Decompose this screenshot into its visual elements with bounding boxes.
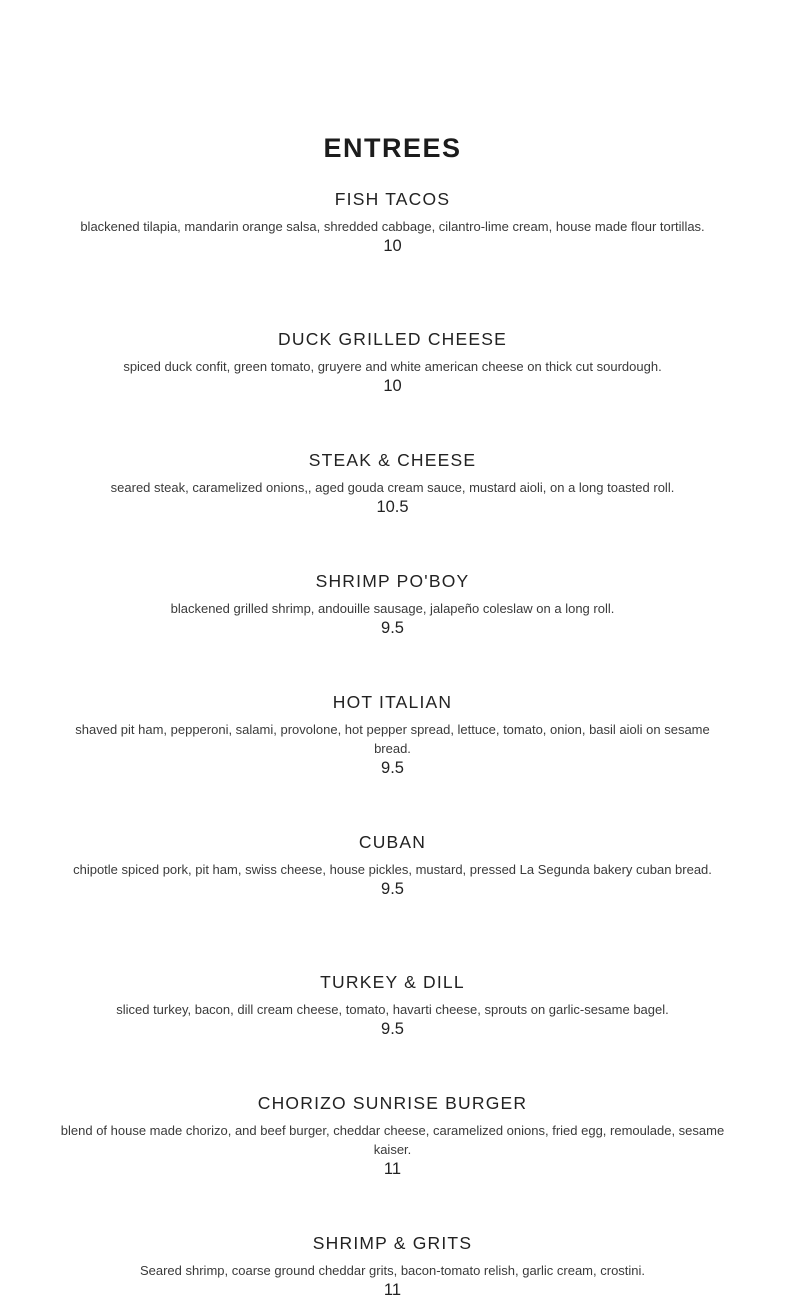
- item-description: seared steak, caramelized onions,, aged gouda cream sauce, mustard aioli, on a long toasted roll.: [110, 480, 675, 495]
- item-price: 10: [383, 237, 402, 255]
- item-name: SHRIMP PO'BOY: [315, 571, 470, 591]
- item-name: CUBAN: [358, 832, 427, 852]
- item-price: 11: [383, 1281, 402, 1299]
- item-description: spiced duck confit, green tomato, gruyere and white american cheese on thick cut sourdough.: [123, 359, 662, 374]
- item-description: shaved pit ham, pepperoni, salami, provolone, hot pepper spread, lettuce, tomato, onion, basil aioli on sesame bread.: [75, 722, 710, 756]
- item-price: 9.5: [381, 619, 404, 637]
- menu-item: [60, 570, 725, 638]
- item-name: FISH TACOS: [334, 189, 451, 209]
- menu-item: [60, 1232, 725, 1300]
- item-name: TURKEY & DILL: [320, 972, 465, 992]
- item-description: blend of house made chorizo, and beef burger, cheddar cheese, caramelized onions, fried egg, remoulade, sesame kaiser.: [60, 1123, 725, 1157]
- item-name: CHORIZO SUNRISE BURGER: [257, 1093, 528, 1113]
- item-price: 9.5: [381, 759, 404, 777]
- menu-item: [60, 188, 725, 256]
- item-description: blackened grilled shrimp, andouille sausage, jalapeño coleslaw on a long roll.: [170, 601, 615, 616]
- item-name: STEAK & CHEESE: [308, 450, 477, 470]
- menu-item: [60, 328, 725, 396]
- item-description: Seared shrimp, coarse ground cheddar grits, bacon-tomato relish, garlic cream, crostini.: [139, 1263, 646, 1278]
- item-price: 9.5: [381, 1020, 404, 1038]
- item-description: chipotle spiced pork, pit ham, swiss cheese, house pickles, mustard, pressed La Segunda bakery cuban bread.: [73, 862, 712, 877]
- menu-item: [60, 831, 725, 899]
- item-description: sliced turkey, bacon, dill cream cheese, tomato, havarti cheese, sprouts on garlic-sesame bagel.: [116, 1002, 669, 1017]
- menu-item: [60, 971, 725, 1039]
- item-price: 10.5: [376, 498, 409, 516]
- item-name: SHRIMP & GRITS: [312, 1233, 473, 1253]
- menu-item: [60, 1092, 725, 1179]
- item-price: 10: [383, 377, 402, 395]
- page-title: ENTREES: [323, 133, 462, 164]
- menu-item: [60, 691, 725, 778]
- item-name: HOT ITALIAN: [332, 692, 453, 712]
- item-price: 9.5: [381, 880, 404, 898]
- menu-item: [60, 449, 725, 517]
- item-name: DUCK GRILLED CHEESE: [278, 329, 507, 349]
- item-price: 11: [383, 1160, 402, 1178]
- item-description: blackened tilapia, mandarin orange salsa, shredded cabbage, cilantro-lime cream, house made flour tortillas.: [80, 219, 705, 234]
